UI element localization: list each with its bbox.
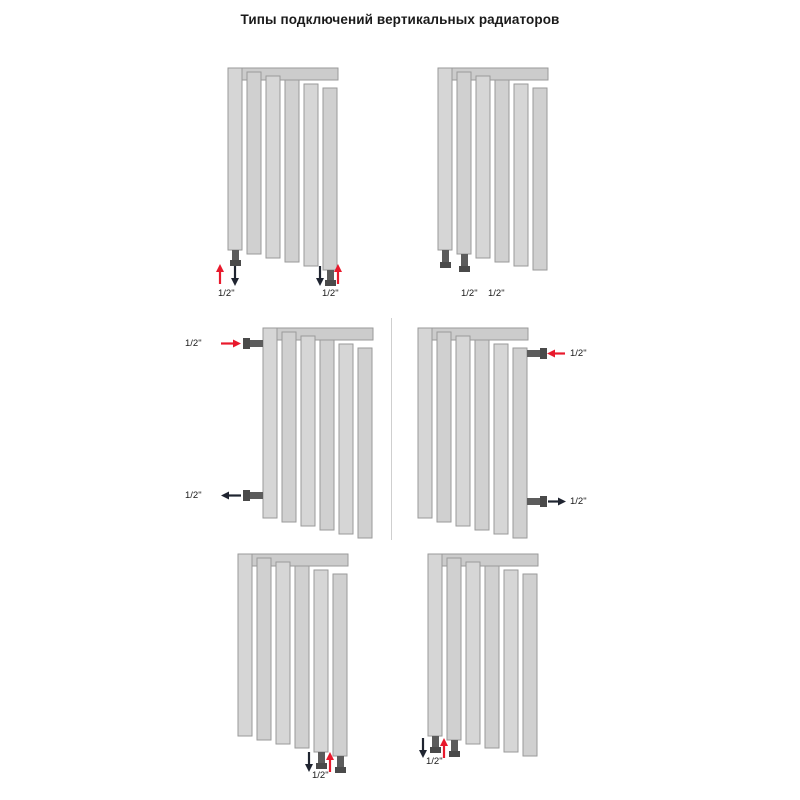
arrow-down-dark (305, 752, 313, 772)
diagram-bottom-center (420, 66, 590, 301)
label-size-top-right: 1/2" (570, 348, 587, 359)
label-size-bottom-left: 1/2" (218, 288, 235, 299)
diagram-bottom-center-pair-right (420, 548, 590, 783)
arrow-down-dark (419, 738, 427, 758)
arrow-right-red-top (221, 340, 241, 348)
arrow-up-red (440, 738, 448, 758)
diagram-side-right (405, 320, 610, 540)
radiator-illustration (420, 66, 590, 301)
label-size-bottom-left: 1/2" (461, 288, 478, 299)
arrow-down-dark-left (231, 266, 239, 286)
label-size-bottom-left: 1/2" (185, 490, 202, 501)
radiator-illustration (185, 320, 390, 540)
radiator-illustration (420, 548, 590, 783)
label-size-bottom-right: 1/2" (488, 288, 505, 299)
label-size-bottom-center: 1/2" (312, 770, 329, 781)
page-title: Типы подключений вертикальных радиаторов (240, 12, 560, 27)
arrow-right-dark-bottom (548, 498, 566, 506)
label-size-bottom-center: 1/2" (426, 756, 443, 767)
diagram-bottom-opposite-left-right (210, 66, 380, 301)
label-size-top-left: 1/2" (185, 338, 202, 349)
arrow-left-dark-bottom (221, 492, 241, 500)
divider-vertical-middle (391, 318, 392, 540)
label-size-bottom-right: 1/2" (570, 496, 587, 507)
diagram-side-left (185, 320, 390, 540)
radiator-illustration (210, 66, 380, 301)
diagram-bottom-center-pair-left (230, 548, 400, 783)
arrow-left-red-top (547, 350, 565, 358)
label-size-bottom-right: 1/2" (322, 288, 339, 299)
arrow-up-red-left (216, 264, 224, 284)
radiator-illustration (230, 548, 400, 783)
